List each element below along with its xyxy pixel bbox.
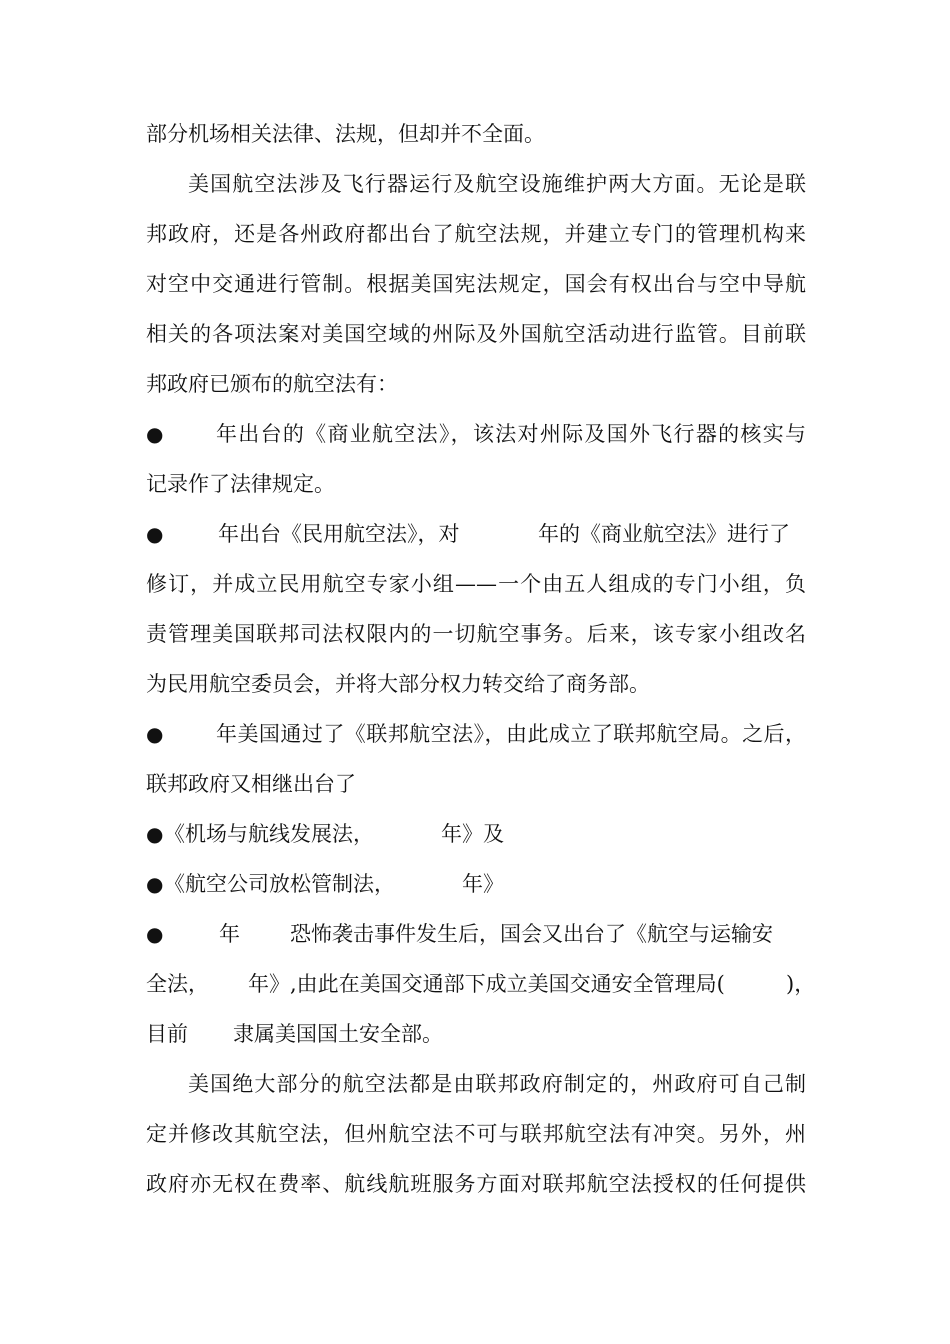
bullet-icon: ● xyxy=(146,872,164,896)
bullet-line: 年出台的《商业航空法》，该法对州际及国外飞行器的核实与 xyxy=(216,422,806,446)
bullet-line: 修订，并成立民用航空专家小组——一个由五人组成的专门小组，负 xyxy=(146,572,806,596)
bullet-segment: 年的《商业航空法》进行了 xyxy=(538,522,790,546)
paragraph-line: 相关的各项法案对美国空域的州际及外国航空活动进行监管。目前联 xyxy=(146,322,806,346)
bullet-line: 年美国通过了《联邦航空法》，由此成立了联邦航空局。之后， xyxy=(216,722,806,746)
paragraph-line: 美国航空法涉及飞行器运行及航空设施维护两大方面。无论是联 xyxy=(188,172,806,196)
paragraph-line: 政府亦无权在费率、航线航班服务方面对联邦航空法授权的任何提供 xyxy=(146,1172,806,1196)
bullet-icon: ● xyxy=(146,522,164,546)
bullet-segment: 年》,由此在美国交通部下成立美国交通安全管理局( xyxy=(248,972,725,996)
bullet-segment: )， xyxy=(786,972,816,996)
paragraph-line: 定并修改其航空法，但州航空法不可与联邦航空法有冲突。另外，州 xyxy=(146,1122,806,1146)
bullet-segment: 恐怖袭击事件发生后，国会又出台了《航空与运输安 xyxy=(290,922,773,946)
bullet-segment: 《航空公司放松管制法， xyxy=(164,872,395,896)
paragraph-line: 对空中交通进行管制。根据美国宪法规定，国会有权出台与空中导航 xyxy=(146,272,806,296)
paragraph-line: 部分机场相关法律、法规，但却并不全面。 xyxy=(146,122,545,146)
bullet-icon: ● xyxy=(146,822,164,846)
bullet-icon: ● xyxy=(146,922,164,946)
bullet-line: 责管理美国联邦司法权限内的一切航空事务。后来，该专家小组改名 xyxy=(146,622,806,646)
paragraph-line: 邦政府，还是各州政府都出台了航空法规，并建立专门的管理机构来 xyxy=(146,222,806,246)
bullet-segment: 年》 xyxy=(462,872,504,896)
bullet-icon: ● xyxy=(146,422,164,446)
bullet-line: 为民用航空委员会，并将大部分权力转交给了商务部。 xyxy=(146,672,650,696)
bullet-segment: 隶属美国国土安全部。 xyxy=(233,1022,443,1046)
bullet-segment: 年出台《民用航空法》，对 xyxy=(218,522,460,546)
bullet-segment: 《机场与航线发展法， xyxy=(164,822,374,846)
paragraph-line: 美国绝大部分的航空法都是由联邦政府制定的，州政府可自己制 xyxy=(188,1072,806,1096)
bullet-segment: 年 xyxy=(219,922,240,946)
bullet-segment: 全法， xyxy=(146,972,209,996)
bullet-segment: 目前 xyxy=(146,1022,188,1046)
bullet-line: 联邦政府又相继出台了 xyxy=(146,772,356,796)
paragraph-line: 邦政府已颁布的航空法有： xyxy=(146,372,398,396)
bullet-icon: ● xyxy=(146,722,164,746)
bullet-line: 记录作了法律规定。 xyxy=(146,472,335,496)
bullet-segment: 年》及 xyxy=(441,822,504,846)
